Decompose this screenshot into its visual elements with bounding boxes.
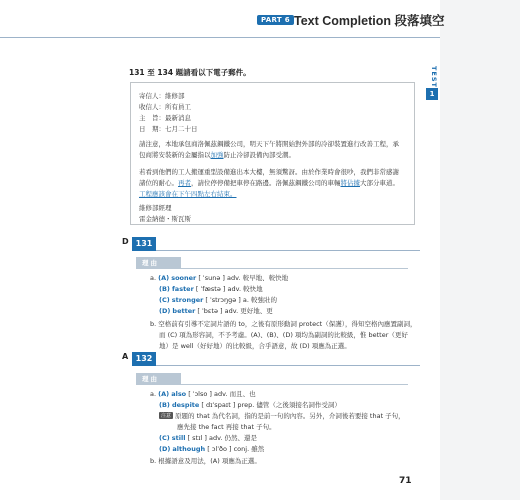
reason-label: 理由 <box>136 373 181 385</box>
section-title: Text Completion 段落填空 <box>294 14 445 28</box>
option-b <box>159 400 341 409</box>
option-definition: [ ˈɔlso ] adv. 而且、也 <box>186 390 256 398</box>
option-definition: [ ˈstrɔŋgə ] a. 較強壯的 <box>203 296 278 304</box>
question-divider <box>156 365 420 366</box>
paragraph-line: 請注意，本地承包商洛佩茲鋼鐵公司，明天下午將開始對外部的冷卻裝置進行改善工程，承 <box>139 140 399 148</box>
option-letter: (D) <box>159 445 171 453</box>
blank-answer-131: 加強 <box>210 151 224 159</box>
option-b <box>159 284 263 293</box>
question-divider <box>156 250 420 251</box>
email-date: 日 期：七月二十日 <box>139 125 198 133</box>
option-word: also <box>171 390 187 398</box>
header-divider <box>0 37 440 38</box>
option-c <box>159 433 257 442</box>
email-paragraph-1 <box>139 139 407 161</box>
option-letter: (B) <box>159 285 170 293</box>
option-letter: (D) <box>159 307 171 315</box>
text-span: 大部分車道。 <box>360 179 399 187</box>
option-definition: [ stɪl ] adv. 仍然、還是 <box>185 434 258 442</box>
explanation-line: b. 空格前有引導不定詞片語的 to，之後有原形動詞 protect（保護），得知空格內應置副詞， <box>150 320 417 328</box>
text-span: 諸位的耐心。 <box>139 179 178 187</box>
text-span: 包商將安裝新的金屬指以 <box>139 151 211 159</box>
email-paragraph-2 <box>139 167 407 200</box>
signature-name: 雷金納德・斯瓦斯 <box>139 215 191 223</box>
option-letter: (A) <box>158 390 170 398</box>
paragraph-line <box>139 150 407 161</box>
right-margin-strip <box>440 0 520 500</box>
text-span: 防止冷卻設備內部受潮。 <box>223 151 295 159</box>
option-letter: (A) <box>158 274 170 282</box>
part-badge: PART 6 <box>257 15 294 25</box>
option-word: still <box>171 434 186 442</box>
reason-divider <box>136 268 408 269</box>
blank-answer-133: 將佔據 <box>340 179 360 187</box>
option-a <box>150 389 256 398</box>
note-text: 原題的 that 為代名詞，指的是前一句的內容。另外，介詞後若要接 that 子句， <box>175 412 405 420</box>
paragraph-line <box>139 178 407 189</box>
blank-answer-134: 工程應該會在下午四點左右結束。 <box>139 190 237 198</box>
option-word: stronger <box>171 296 204 304</box>
option-letter: (B) <box>159 401 170 409</box>
option-definition: [ dɪˈspaɪt ] prep. 儘管（之後須接名詞作受詞） <box>199 401 341 409</box>
option-word: better <box>172 307 196 315</box>
email-recipient: 收信人：所有員工 <box>139 103 191 111</box>
option-letter: (C) <box>159 434 170 442</box>
item-letter: a. <box>150 274 157 282</box>
option-letter: (C) <box>159 296 170 304</box>
grammar-note-cont: 應先接 the fact 再接 that 子句。 <box>177 423 276 431</box>
reason-label: 理由 <box>136 257 181 269</box>
blank-answer-132: 再者 <box>178 179 191 187</box>
option-definition: [ ˈbɛtə ] adv. 更好地、更 <box>195 307 273 315</box>
signature-title: 維修部經理 <box>139 204 172 212</box>
page-header <box>0 0 445 40</box>
option-word: despite <box>171 401 200 409</box>
explanation-line: 而 (C) 項為形容詞，不予考慮。(A)、(B)、(D) 項均為副詞的比較級，惟 better（更好 <box>159 331 408 339</box>
paragraph-line: 若看到他們的工人搬運重型設備進出本大樓，無須驚訝。由於作業時會很吵，我們非常感謝 <box>139 168 399 176</box>
explanation-line: b. 根據語意及用法，(A) 項應為正選。 <box>150 457 261 465</box>
test-tab-number: 1 <box>426 88 438 100</box>
question-number: 131 <box>132 237 156 251</box>
option-definition: [ ˈfæstə ] adv. 較快地 <box>193 285 263 293</box>
option-word: faster <box>171 285 194 293</box>
email-subject: 主 旨：最新消息 <box>139 114 191 122</box>
question-132-heading <box>122 352 422 366</box>
question-131-heading <box>122 237 422 251</box>
question-number: 132 <box>132 352 156 366</box>
explanation-line: 地）是 well（好好地）的比較級，合乎語意，故 (D) 項應為正選。 <box>159 342 351 350</box>
paragraph-line <box>139 189 407 200</box>
email-passage <box>130 82 415 225</box>
option-definition: [ ɔlˈðo ] conj. 雖然 <box>205 445 265 453</box>
option-d <box>159 444 264 453</box>
option-definition: [ ˈsunə ] adv. 較早地、較快地 <box>196 274 289 282</box>
item-letter: a. <box>150 390 157 398</box>
option-a <box>150 273 288 282</box>
note-badge: 注意 <box>161 413 172 419</box>
answer-letter: D <box>122 237 129 246</box>
email-sender: 寄信人：維修部 <box>139 92 185 100</box>
test-tab-label: TEST <box>430 66 438 88</box>
option-word: sooner <box>171 274 197 282</box>
option-c <box>159 295 277 304</box>
option-word: although <box>172 445 206 453</box>
reason-divider <box>136 384 408 385</box>
option-d <box>159 306 273 315</box>
grammar-note <box>159 411 405 420</box>
page-number: 71 <box>399 476 412 486</box>
answer-letter: A <box>122 352 129 361</box>
instructions: 131 至 134 題請看以下電子郵件。 <box>129 68 251 77</box>
text-span: ，請位停停備把車停在路邊。洛佩茲鋼鐵公司的車輛 <box>191 179 341 187</box>
